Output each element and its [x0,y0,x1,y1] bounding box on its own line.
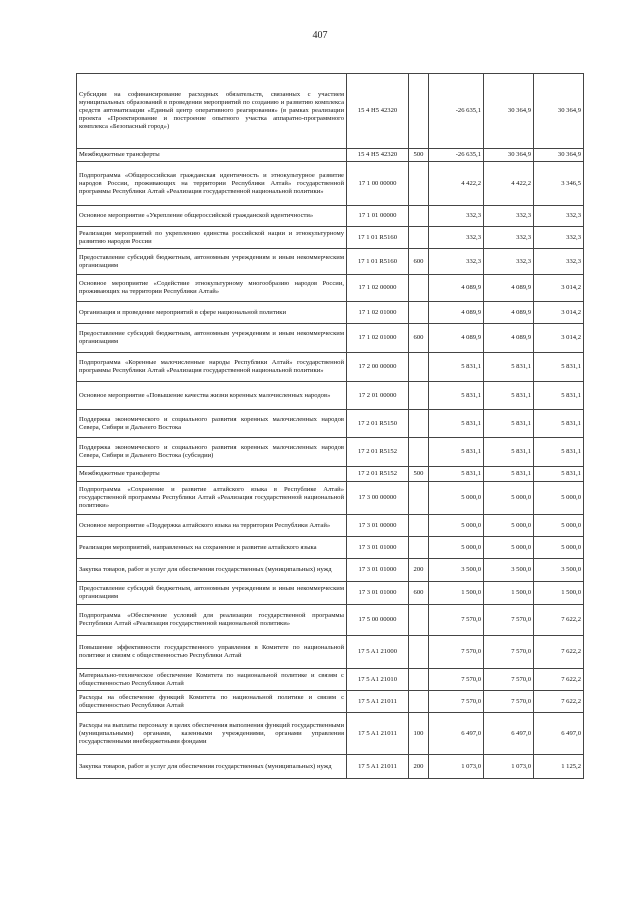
table-row [77,713,584,755]
row-amount-1: 4 089,9 [429,275,484,302]
row-description: Предоставление субсидий бюджетным, автономным учреждениям и иным некоммерческим организациям [77,582,347,605]
row-amount-2: 5 831,1 [484,410,534,438]
row-amount-1: 5 831,1 [429,353,484,382]
row-code: 17 1 02 01000 [347,302,409,324]
row-amount-1: 7 570,0 [429,605,484,636]
row-code: 17 3 01 01000 [347,559,409,582]
row-expense-type: 200 [409,755,429,779]
table-row [77,162,584,206]
row-amount-1: 4 089,9 [429,302,484,324]
row-amount-2: 4 089,9 [484,302,534,324]
row-amount-3: 5 000,0 [534,537,584,559]
row-amount-2: 332,3 [484,249,534,275]
row-amount-2: 30 364,9 [484,74,534,149]
row-expense-type [409,74,429,149]
row-expense-type: 500 [409,467,429,482]
row-expense-type: 600 [409,249,429,275]
row-expense-type [409,382,429,410]
row-amount-3: 3 014,2 [534,275,584,302]
row-amount-2: 7 570,0 [484,605,534,636]
row-description: Основное мероприятие «Повышение качества жизни коренных малочисленных народов» [77,382,347,410]
row-amount-3: 332,3 [534,227,584,249]
row-amount-3: 5 831,1 [534,467,584,482]
row-expense-type [409,438,429,467]
row-amount-3: 5 831,1 [534,410,584,438]
row-amount-3: 6 497,0 [534,713,584,755]
row-description: Предоставление субсидий бюджетным, автономным учреждениям и иным некоммерческим организациям [77,324,347,353]
row-amount-3: 5 831,1 [534,353,584,382]
row-expense-type [409,605,429,636]
row-description: Субсидии на софинансирование расходных обязательств, связанных с участием муниципальных образований в проведении мероприятий по созданию и развитию комплекса средств автоматизации «Единый центр оперативного реагирования» (в рамках реализации проекта «Проектирование и построение опытного участка аппаратно-программного комплекса «Безопасный город») [77,74,347,149]
row-expense-type: 500 [409,149,429,162]
row-code: 17 2 00 00000 [347,353,409,382]
row-amount-1: 7 570,0 [429,669,484,691]
budget-table-body [77,74,584,779]
row-amount-1: 5 831,1 [429,438,484,467]
budget-table [76,73,584,779]
row-amount-3: 3 346,5 [534,162,584,206]
table-row [77,438,584,467]
row-code: 17 1 02 01000 [347,324,409,353]
row-description: Закупка товаров, работ и услуг для обеспечения государственных (муниципальных) нужд [77,559,347,582]
row-code: 17 1 01 R5160 [347,227,409,249]
row-amount-3: 5 831,1 [534,438,584,467]
row-code: 17 1 01 R5160 [347,249,409,275]
row-expense-type: 100 [409,713,429,755]
row-expense-type: 200 [409,559,429,582]
row-amount-1: 6 497,0 [429,713,484,755]
row-code: 17 5 A1 21011 [347,691,409,713]
row-code: 17 1 00 00000 [347,162,409,206]
row-amount-3: 7 622,2 [534,669,584,691]
row-description: Организация и проведение мероприятий в сфере национальной политики [77,302,347,324]
row-amount-1: 5 000,0 [429,537,484,559]
row-expense-type [409,669,429,691]
row-description: Расходы на выплаты персоналу в целях обеспечения выполнения функций государственными (муниципальными) органами, казенными учреждениями, органами управления государственными внебюджетными фондами [77,713,347,755]
row-description: Подпрограмма «Сохранение и развитие алтайского языка в Республике Алтай» государственной программы Республики Алтай «Реализация государственной национальной политики» [77,482,347,515]
row-expense-type [409,302,429,324]
row-amount-1: 5 000,0 [429,515,484,537]
row-amount-2: 332,3 [484,206,534,227]
row-description: Межбюджетные трансферты [77,467,347,482]
row-expense-type [409,482,429,515]
row-amount-3: 1 500,0 [534,582,584,605]
row-amount-3: 1 125,2 [534,755,584,779]
row-description: Реализация мероприятий, направленных на сохранение и развитие алтайского языка [77,537,347,559]
row-amount-1: 332,3 [429,249,484,275]
table-row [77,382,584,410]
table-row [77,515,584,537]
row-description: Основное мероприятие «Укрепление общероссийской гражданской идентичности» [77,206,347,227]
row-code: 17 1 01 00000 [347,206,409,227]
table-row [77,206,584,227]
row-code: 17 5 00 00000 [347,605,409,636]
row-amount-3: 5 000,0 [534,515,584,537]
row-amount-2: 5 831,1 [484,382,534,410]
row-description: Основное мероприятие «Поддержка алтайского языка на территории Республики Алтай» [77,515,347,537]
row-amount-1: 332,3 [429,227,484,249]
table-row [77,467,584,482]
row-description: Предоставление субсидий бюджетным, автономным учреждениям и иным некоммерческим организациям [77,249,347,275]
row-amount-3: 3 014,2 [534,302,584,324]
table-row [77,636,584,669]
row-code: 17 3 01 01000 [347,537,409,559]
row-expense-type [409,162,429,206]
row-code: 17 5 A1 21011 [347,755,409,779]
row-amount-3: 3 500,0 [534,559,584,582]
row-amount-2: 5 831,1 [484,438,534,467]
table-row [77,582,584,605]
row-amount-2: 7 570,0 [484,669,534,691]
row-expense-type: 600 [409,324,429,353]
row-amount-1: -26 635,1 [429,74,484,149]
row-expense-type [409,515,429,537]
row-amount-2: 5 000,0 [484,537,534,559]
row-amount-1: 7 570,0 [429,636,484,669]
row-amount-2: 7 570,0 [484,636,534,669]
row-code: 15 4 H5 42320 [347,74,409,149]
row-expense-type [409,353,429,382]
row-amount-3: 7 622,2 [534,605,584,636]
row-code: 17 3 00 00000 [347,482,409,515]
row-amount-3: 30 364,9 [534,149,584,162]
row-amount-1: 7 570,0 [429,691,484,713]
row-amount-3: 5 000,0 [534,482,584,515]
row-amount-2: 1 073,0 [484,755,534,779]
row-description: Подпрограмма «Обеспечение условий для реализации государственной программы Республики Алтай «Реализация государственной национальной политики» [77,605,347,636]
table-row [77,755,584,779]
page-number: 407 [312,30,328,41]
row-description: Повышение эффективности государственного управления в Комитете по национальной политике и связям с общественностью Республики Алтай [77,636,347,669]
row-description: Основное мероприятие «Содействие этнокультурному многообразию народов России, проживающих на территории Республики Алтай» [77,275,347,302]
row-amount-1: 4 422,2 [429,162,484,206]
row-amount-1: 1 500,0 [429,582,484,605]
table-row [77,249,584,275]
table-row [77,605,584,636]
row-amount-3: 332,3 [534,206,584,227]
row-amount-1: 332,3 [429,206,484,227]
row-description: Реализация мероприятий по укреплению единства российской нации и этнокультурному развитию народов России [77,227,347,249]
row-amount-3: 332,3 [534,249,584,275]
row-code: 17 2 01 00000 [347,382,409,410]
row-description: Подпрограмма «Коренные малочисленные народы Республики Алтай» государственной программы Республики Алтай «Реализация государственной национальной политики» [77,353,347,382]
row-expense-type [409,537,429,559]
row-amount-2: 5 000,0 [484,515,534,537]
row-code: 15 4 H5 42320 [347,149,409,162]
table-row [77,410,584,438]
row-amount-2: 7 570,0 [484,691,534,713]
row-code: 17 3 01 00000 [347,515,409,537]
row-description: Расходы на обеспечение функций Комитета по национальной политике и связям с общественностью Республики Алтай [77,691,347,713]
row-amount-3: 30 364,9 [534,74,584,149]
row-code: 17 5 A1 21000 [347,636,409,669]
table-row [77,302,584,324]
row-description: Поддержка экономического и социального развития коренных малочисленных народов Севера, Сибири и Дальнего Востока (субсидии) [77,438,347,467]
row-amount-2: 4 089,9 [484,324,534,353]
row-amount-2: 4 089,9 [484,275,534,302]
row-amount-2: 5 000,0 [484,482,534,515]
row-amount-1: 5 000,0 [429,482,484,515]
row-description: Закупка товаров, работ и услуг для обеспечения государственных (муниципальных) нужд [77,755,347,779]
table-row [77,324,584,353]
row-code: 17 3 01 01000 [347,582,409,605]
table-row [77,227,584,249]
row-amount-2: 5 831,1 [484,467,534,482]
row-description: Подпрограмма «Общероссийская гражданская идентичность и этнокультурное развитие народов России, проживающих на территории Республики Алтай» государственной программы Республики Алтай «Реализация государственной национальной политики» [77,162,347,206]
row-code: 17 2 01 R5152 [347,467,409,482]
row-amount-2: 6 497,0 [484,713,534,755]
table-row [77,482,584,515]
row-expense-type [409,206,429,227]
row-amount-2: 30 364,9 [484,149,534,162]
row-code: 17 1 02 00000 [347,275,409,302]
row-amount-1: 1 073,0 [429,755,484,779]
row-code: 17 2 01 R5150 [347,410,409,438]
row-amount-1: 5 831,1 [429,410,484,438]
table-row [77,691,584,713]
table-row [77,353,584,382]
row-amount-2: 4 422,2 [484,162,534,206]
row-amount-3: 3 014,2 [534,324,584,353]
row-expense-type [409,275,429,302]
table-row [77,149,584,162]
row-amount-3: 7 622,2 [534,691,584,713]
row-amount-3: 5 831,1 [534,382,584,410]
row-amount-2: 5 831,1 [484,353,534,382]
row-expense-type [409,636,429,669]
row-amount-2: 3 500,0 [484,559,534,582]
table-row [77,669,584,691]
row-expense-type [409,691,429,713]
row-description: Материально-техническое обеспечение Комитета по национальной политике и связям с общественностью Республики Алтай [77,669,347,691]
row-description: Поддержка экономического и социального развития коренных малочисленных народов Севера, Сибири и Дальнего Востока [77,410,347,438]
table-row [77,275,584,302]
row-code: 17 5 A1 21010 [347,669,409,691]
table-row [77,559,584,582]
row-amount-1: -26 635,1 [429,149,484,162]
row-amount-2: 1 500,0 [484,582,534,605]
row-expense-type: 600 [409,582,429,605]
row-description: Межбюджетные трансферты [77,149,347,162]
row-expense-type [409,410,429,438]
row-amount-1: 5 831,1 [429,382,484,410]
row-amount-1: 3 500,0 [429,559,484,582]
row-code: 17 5 A1 21011 [347,713,409,755]
table-row [77,537,584,559]
row-code: 17 2 01 R5152 [347,438,409,467]
row-amount-1: 5 831,1 [429,467,484,482]
row-amount-2: 332,3 [484,227,534,249]
row-amount-3: 7 622,2 [534,636,584,669]
row-amount-1: 4 089,9 [429,324,484,353]
table-row [77,74,584,149]
row-expense-type [409,227,429,249]
